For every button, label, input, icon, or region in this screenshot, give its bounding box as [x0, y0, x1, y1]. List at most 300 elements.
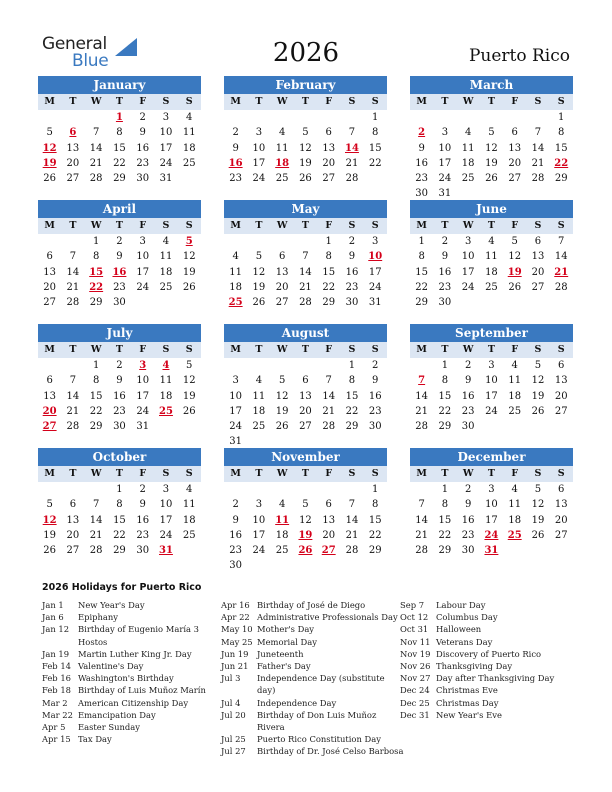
holiday-day: 6: [69, 127, 77, 139]
empty-day: [224, 358, 247, 373]
day: 16: [229, 529, 242, 541]
empty-day: [271, 110, 294, 125]
holiday-day: 31: [159, 545, 173, 557]
weekday-header: [224, 94, 387, 110]
holiday-entry: [400, 648, 554, 660]
day: 14: [66, 390, 80, 402]
empty-day: [247, 110, 270, 125]
weekday-header: [224, 218, 387, 234]
day: 12: [299, 142, 312, 154]
holiday-entry: [400, 684, 554, 696]
weekday-label: S: [162, 220, 170, 231]
weekday-label: S: [557, 220, 565, 231]
month-title: October: [38, 448, 201, 466]
holiday-name: New Year's Eve: [436, 709, 502, 720]
day: 26: [299, 173, 312, 185]
holiday-name: Labour Day: [436, 600, 486, 610]
day: 3: [488, 484, 495, 495]
empty-day: [247, 358, 270, 373]
day: 22: [322, 281, 336, 293]
holiday-entry: [42, 611, 206, 623]
month-title: November: [224, 448, 387, 466]
day: 6: [46, 375, 53, 387]
day: 18: [182, 514, 196, 526]
day: 13: [43, 390, 56, 402]
day: 26: [531, 405, 545, 417]
holiday-entry: [221, 672, 403, 684]
day: 22: [438, 405, 452, 417]
weekday-label: M: [416, 96, 427, 107]
day: 1: [558, 112, 565, 123]
day: 16: [461, 514, 475, 526]
weekday-label: T: [69, 220, 77, 231]
day: 29: [438, 545, 452, 557]
holiday-entry: [42, 684, 206, 696]
day: 30: [345, 297, 359, 309]
empty-day: [247, 234, 270, 249]
day: 21: [415, 405, 428, 417]
holiday-date: Nov 27: [400, 673, 431, 684]
holiday-entry: [400, 599, 554, 611]
day: 6: [558, 484, 565, 495]
day: 31: [438, 188, 452, 200]
day: 17: [368, 266, 382, 278]
day-grid: [224, 234, 387, 310]
day: 15: [113, 514, 126, 526]
day: 4: [232, 251, 239, 263]
day: 11: [252, 390, 266, 402]
day: 9: [372, 375, 379, 387]
day: 15: [89, 390, 103, 402]
weekday-label: W: [90, 344, 102, 355]
empty-day: [38, 482, 61, 497]
day: 13: [322, 142, 336, 154]
weekday-label: F: [511, 468, 519, 479]
day: 21: [415, 529, 428, 541]
holiday-day: 25: [228, 297, 243, 309]
month-title: March: [410, 76, 573, 94]
day: 29: [438, 421, 452, 433]
holiday-entry: [221, 623, 403, 635]
day-grid: [38, 482, 201, 558]
day: 7: [92, 127, 100, 139]
day: 4: [464, 127, 472, 139]
day: 28: [554, 281, 568, 293]
day: 13: [275, 266, 289, 278]
day: 24: [136, 405, 150, 417]
day: 9: [116, 251, 123, 263]
empty-day: [38, 358, 61, 373]
weekday-label: W: [276, 220, 288, 231]
empty-day: [410, 358, 433, 373]
weekday-label: S: [348, 468, 356, 479]
day: 12: [275, 390, 289, 402]
month-november: [224, 448, 387, 574]
weekday-label: T: [487, 344, 495, 355]
holiday-entry: [400, 623, 554, 635]
day: 6: [511, 127, 518, 139]
weekday-header: [224, 466, 387, 482]
day: 22: [89, 405, 103, 417]
holiday-day: 16: [228, 157, 243, 169]
empty-day: [294, 482, 317, 497]
day: 26: [182, 281, 196, 293]
empty-day: [317, 358, 340, 373]
day: 17: [136, 390, 150, 402]
day: 14: [89, 514, 103, 526]
holiday-entry: [400, 611, 554, 623]
day: 3: [139, 236, 146, 247]
day: 17: [485, 390, 498, 402]
day-grid: [410, 482, 573, 558]
holiday-date: Sep 7: [400, 600, 425, 610]
weekday-label: M: [230, 468, 241, 479]
day: 1: [372, 484, 379, 495]
holiday-date: Jan 19: [42, 648, 70, 659]
day: 28: [66, 421, 80, 433]
day: 20: [275, 281, 289, 293]
holiday-entry: [221, 599, 403, 611]
day: 30: [113, 421, 126, 433]
holiday-date: Feb 18: [42, 685, 71, 696]
day: 30: [461, 421, 475, 433]
day: 5: [186, 360, 193, 371]
day: 13: [322, 514, 336, 526]
day-grid: [224, 358, 387, 450]
day: 25: [508, 405, 522, 417]
day: 14: [554, 251, 568, 263]
day: 10: [485, 375, 498, 387]
day: 9: [139, 499, 146, 511]
month-july: [38, 324, 201, 434]
day: 31: [136, 421, 150, 433]
empty-day: [317, 110, 340, 125]
holiday-day: 4: [162, 360, 170, 371]
day: 2: [232, 127, 239, 139]
holiday-date: Nov 19: [400, 648, 431, 659]
day: 2: [464, 484, 472, 495]
weekday-label: S: [348, 344, 356, 355]
day: 5: [278, 375, 286, 387]
day: 24: [159, 157, 173, 169]
holiday-date: Oct 12: [400, 612, 429, 623]
day: 8: [372, 499, 379, 511]
day: 3: [372, 236, 379, 247]
day: 6: [558, 360, 565, 371]
weekday-label: S: [162, 96, 170, 107]
empty-day: [271, 358, 294, 373]
empty-day: [224, 234, 247, 249]
day: 2: [372, 360, 379, 371]
empty-day: [38, 110, 61, 125]
weekday-header: [410, 342, 573, 358]
holiday-entry: [42, 648, 206, 660]
weekday-label: T: [69, 96, 77, 107]
weekday-label: T: [301, 344, 309, 355]
holiday-entry: [221, 648, 403, 660]
holiday-date: Apr 22: [221, 612, 250, 623]
holiday-date: Jul 25: [221, 734, 246, 745]
holiday-day: 5: [185, 236, 193, 247]
day: 18: [461, 157, 475, 169]
day: 10: [438, 142, 452, 154]
holiday-entry: [400, 709, 554, 721]
holiday-name: Juneteenth: [257, 648, 304, 659]
holiday-entry: [221, 745, 403, 757]
day: 7: [69, 251, 77, 263]
holiday-date: Jan 1: [42, 600, 64, 610]
holiday-column-2: [221, 599, 403, 757]
weekday-header: [410, 94, 573, 110]
day: 5: [302, 499, 309, 511]
day: 25: [485, 281, 498, 293]
empty-day: [85, 482, 108, 497]
day: 26: [485, 173, 498, 185]
weekday-label: S: [534, 344, 542, 355]
day: 25: [461, 173, 475, 185]
day: 13: [531, 251, 545, 263]
day: 29: [89, 297, 103, 309]
holiday-date: Jun 21: [221, 660, 249, 671]
holiday-day: 25: [159, 405, 173, 417]
holiday-name: Day after Thanksgiving Day: [436, 673, 555, 684]
weekday-label: S: [557, 344, 565, 355]
weekday-label: W: [276, 468, 288, 479]
day: 12: [531, 499, 545, 511]
holiday-entry: [400, 660, 554, 672]
day: 27: [322, 173, 336, 185]
day: 29: [89, 421, 103, 433]
day: 6: [534, 236, 542, 247]
weekday-label: F: [139, 344, 147, 355]
holiday-date: May 25: [221, 636, 253, 647]
day: 19: [182, 390, 196, 402]
holiday-date: Jul 27: [221, 746, 246, 757]
day: 21: [345, 157, 359, 169]
day: 10: [136, 251, 150, 263]
holiday-name: Independence Day (substitute: [257, 673, 385, 684]
weekday-label: T: [301, 96, 309, 107]
holiday-name: Columbus Day: [436, 612, 498, 623]
day: 19: [275, 405, 289, 417]
day: 4: [186, 112, 193, 123]
holiday-day: 25: [507, 529, 522, 541]
empty-day: [294, 110, 317, 125]
day: 3: [232, 375, 239, 387]
weekday-header: [38, 466, 201, 482]
day: 26: [531, 529, 545, 541]
day: 2: [464, 360, 472, 371]
day: 2: [116, 236, 123, 247]
day: 29: [368, 545, 382, 557]
holiday-entry: [221, 709, 403, 721]
day: 1: [418, 236, 425, 247]
empty-day: [294, 358, 317, 373]
empty-day: [503, 110, 526, 125]
month-title: April: [38, 200, 201, 218]
day: 14: [89, 142, 103, 154]
day: 8: [92, 251, 100, 263]
day: 18: [252, 405, 266, 417]
weekday-label: S: [371, 96, 379, 107]
day: 19: [43, 529, 56, 541]
holiday-entry: [221, 611, 403, 623]
day: 2: [441, 236, 449, 247]
day: 4: [278, 127, 286, 139]
holiday-day: 11: [275, 514, 290, 526]
day: 27: [43, 297, 56, 309]
day: 9: [464, 375, 472, 387]
day: 5: [511, 236, 518, 247]
day: 12: [531, 375, 545, 387]
weekday-header: [38, 218, 201, 234]
weekday-label: F: [139, 468, 147, 479]
day: 20: [43, 281, 56, 293]
day: 17: [136, 266, 150, 278]
holiday-day: 31: [484, 545, 499, 557]
day: 26: [508, 281, 522, 293]
day: 20: [66, 529, 80, 541]
month-june: [410, 200, 573, 310]
day: 22: [368, 529, 382, 541]
holiday-name: Birthday of Luis Muñoz Marín: [78, 685, 206, 696]
day: 1: [92, 360, 100, 371]
day: 4: [511, 360, 518, 371]
day: 24: [485, 405, 498, 417]
day: 11: [508, 375, 522, 387]
weekday-label: F: [325, 468, 333, 479]
day: 23: [229, 173, 242, 185]
day: 20: [554, 390, 568, 402]
month-title: December: [410, 448, 573, 466]
weekday-label: F: [325, 96, 333, 107]
holiday-name: Emancipation Day: [78, 709, 156, 720]
day: 4: [162, 236, 170, 247]
day: 20: [66, 157, 80, 169]
holiday-date: Mar 2: [42, 697, 68, 708]
holiday-date: [42, 636, 78, 648]
day: 9: [232, 514, 239, 526]
holiday-entry: [400, 636, 554, 648]
day: 13: [554, 375, 568, 387]
day: 28: [89, 545, 103, 557]
holiday-entry: [42, 697, 206, 709]
holidays-title: 2026 Holidays for Puerto Rico: [42, 582, 202, 593]
day: 23: [461, 529, 475, 541]
day-grid: [38, 234, 201, 310]
day: 10: [252, 142, 266, 154]
day: 14: [415, 390, 428, 402]
holiday-date: Jan 6: [42, 612, 64, 623]
day: 12: [182, 251, 196, 263]
weekday-label: T: [69, 468, 77, 479]
holiday-day: 2: [418, 127, 426, 139]
holiday-name: Rivera: [257, 721, 285, 732]
month-september: [410, 324, 573, 434]
weekday-label: M: [44, 344, 55, 355]
day: 9: [441, 251, 449, 263]
holiday-day: 21: [554, 266, 569, 278]
day: 16: [438, 266, 452, 278]
day: 11: [182, 127, 196, 139]
day: 14: [531, 142, 545, 154]
day: 15: [438, 514, 452, 526]
calendar-year: 2026: [272, 38, 340, 68]
day: 10: [159, 499, 173, 511]
day: 28: [415, 421, 428, 433]
day: 14: [322, 390, 336, 402]
day: 23: [415, 173, 428, 185]
day: 23: [368, 405, 382, 417]
holiday-name: Puerto Rico Constitution Day: [257, 734, 381, 745]
day: 15: [554, 142, 568, 154]
day: 8: [92, 375, 100, 387]
weekday-label: M: [44, 96, 55, 107]
weekday-header: [38, 342, 201, 358]
holiday-entry: [221, 697, 403, 709]
day-grid: [410, 358, 573, 434]
day: 3: [441, 127, 449, 139]
holiday-day: 19: [507, 266, 522, 278]
day: 28: [89, 173, 103, 185]
day: 23: [136, 529, 150, 541]
empty-day: [457, 110, 480, 125]
holiday-day: 19: [42, 157, 57, 169]
day: 31: [368, 297, 382, 309]
day: 10: [136, 375, 150, 387]
day: 7: [558, 236, 565, 247]
day: 7: [348, 127, 356, 139]
day: 29: [322, 297, 336, 309]
weekday-label: F: [139, 220, 147, 231]
holiday-name: Veterans Day: [436, 636, 493, 647]
day: 6: [302, 375, 309, 387]
weekday-label: F: [511, 220, 519, 231]
holiday-entry: [221, 636, 403, 648]
day: 21: [66, 405, 80, 417]
holiday-date: Apr 16: [221, 600, 250, 610]
day: 17: [461, 266, 475, 278]
day: 10: [461, 251, 475, 263]
day: 22: [415, 281, 428, 293]
weekday-label: F: [325, 220, 333, 231]
weekday-label: S: [162, 468, 170, 479]
day: 15: [322, 266, 336, 278]
day-grid: [38, 358, 201, 434]
day: 28: [299, 297, 312, 309]
day: 24: [461, 281, 475, 293]
day: 27: [66, 173, 80, 185]
day: 10: [252, 514, 266, 526]
day: 13: [508, 142, 522, 154]
holiday-date: Jul 20: [221, 709, 246, 720]
day: 22: [113, 529, 126, 541]
holiday-day: 18: [275, 157, 290, 169]
holiday-day: 24: [484, 529, 499, 541]
day: 6: [325, 127, 332, 139]
day: 1: [348, 360, 356, 371]
holiday-day: 7: [418, 375, 426, 387]
day: 19: [252, 281, 266, 293]
month-title: May: [224, 200, 387, 218]
day: 23: [113, 405, 126, 417]
day: 16: [113, 390, 126, 402]
weekday-label: S: [185, 468, 193, 479]
day-grid: [224, 482, 387, 574]
day: 6: [46, 251, 53, 263]
month-october: [38, 448, 201, 558]
day: 23: [136, 157, 150, 169]
